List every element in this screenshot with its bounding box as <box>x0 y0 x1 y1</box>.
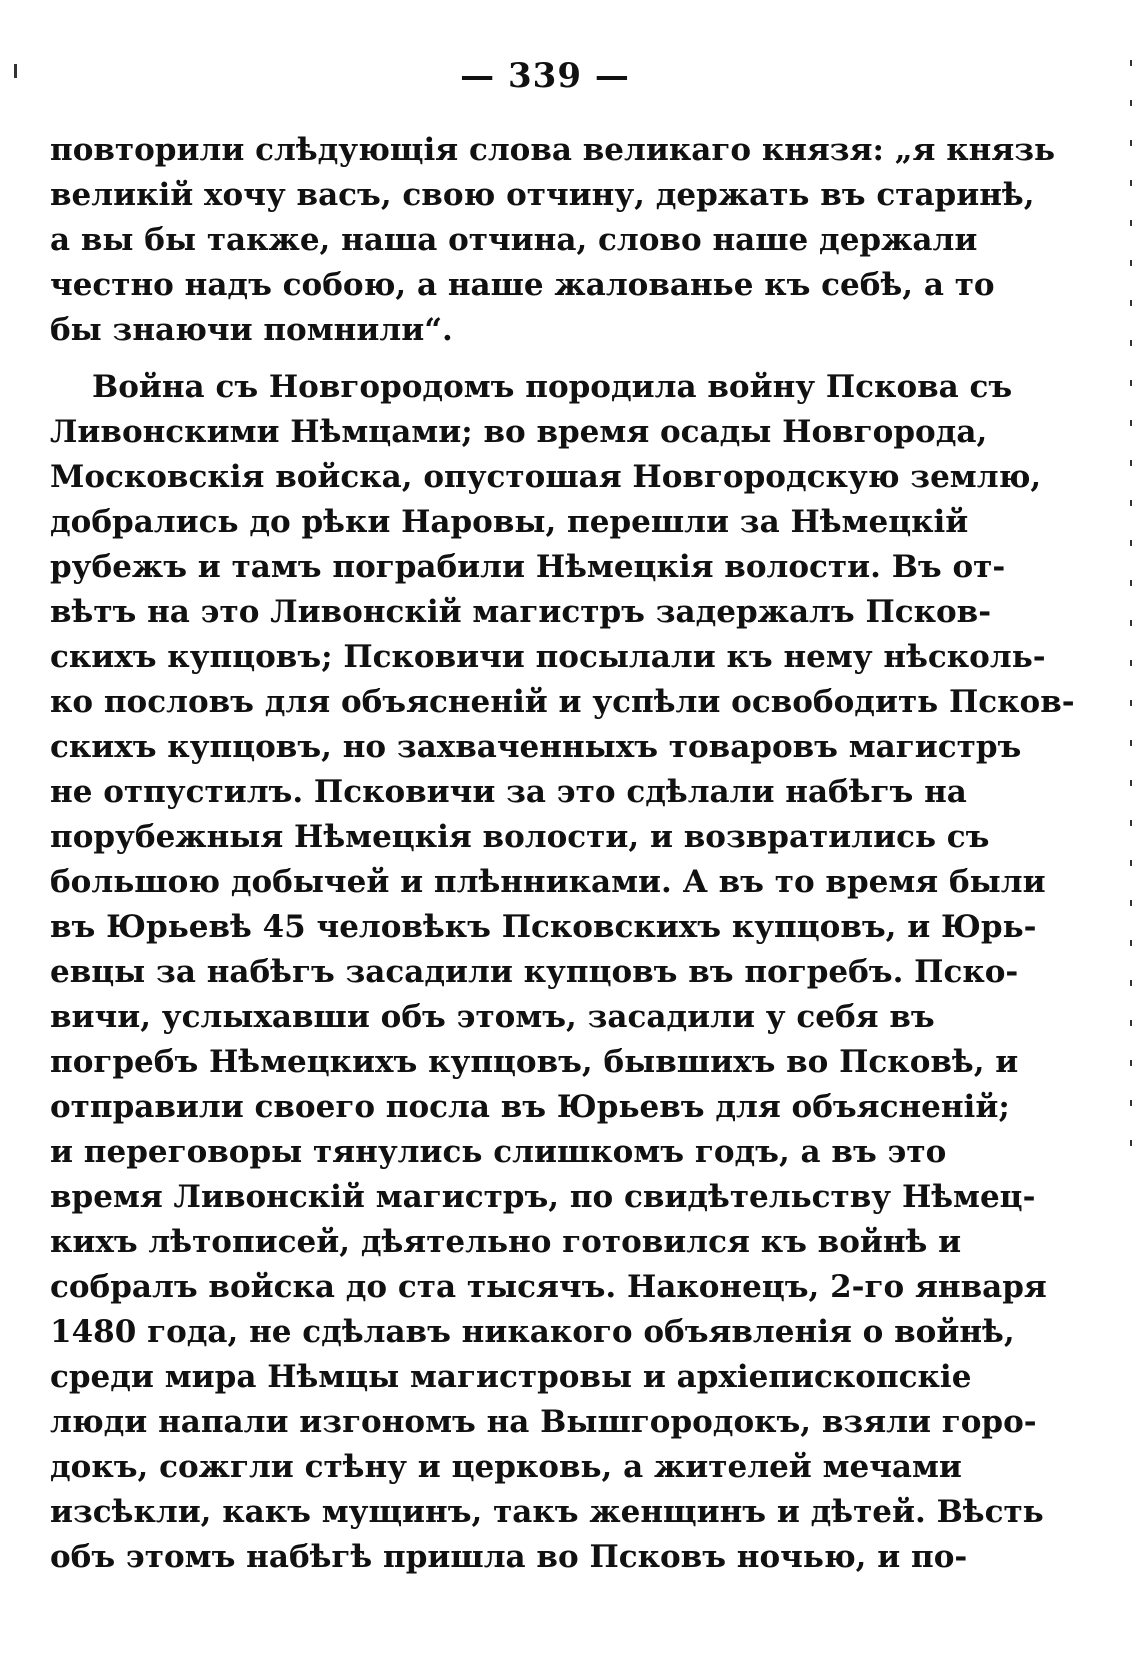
text-line: люди напали изгономъ на Вышгородокъ, взяли горо- <box>50 1404 1037 1440</box>
text-line: бы знаючи помнили“. <box>50 312 453 348</box>
text-line: великій хочу васъ, свою отчину, держать въ старинѣ, <box>50 177 1035 213</box>
text-line: кихъ лѣтописей, дѣятельно готовился къ войнѣ и <box>50 1224 962 1260</box>
text-line: вѣтъ на это Ливонскій магистръ задержалъ Псков- <box>50 594 992 630</box>
text-line: Война съ Новгородомъ породила войну Пскова съ <box>92 369 1013 405</box>
paragraph-2 <box>50 365 1075 1580</box>
text-line: изсѣкли, какъ мущинъ, такъ женщинъ и дѣтей. Вѣсть <box>50 1494 1044 1530</box>
text-line: честно надъ собою, а наше жалованье къ себѣ, а то <box>50 267 995 303</box>
text-line: и переговоры тянулись слишкомъ годъ, а въ это <box>50 1134 947 1170</box>
paragraph-1 <box>50 128 1056 353</box>
paragraph-gap <box>50 353 920 365</box>
text-line: порубежныя Нѣмецкія волости, и возвратились съ <box>50 819 990 855</box>
text-line: скихъ купцовъ; Псковичи посылали къ нему нѣсколь- <box>50 639 1046 675</box>
page-number: — 339 — <box>460 56 630 96</box>
text-line: объ этомъ набѣгѣ пришла во Псковъ ночью, и по- <box>50 1539 968 1575</box>
text-line: въ Юрьевѣ 45 человѣкъ Псковскихъ купцовъ, и Юрь- <box>50 909 1037 945</box>
text-line: время Ливонскій магистръ, по свидѣтельству Нѣмец- <box>50 1179 1036 1215</box>
text-line: Ливонскими Нѣмцами; во время осады Новгорода, <box>50 414 988 450</box>
body-text <box>50 128 1075 1580</box>
page-edge-mark <box>1130 60 1132 1150</box>
text-line: вичи, услыхавши объ этомъ, засадили у себя въ <box>50 999 935 1035</box>
text-line: не отпустилъ. Псковичи за это сдѣлали набѣгъ на <box>50 774 967 810</box>
text-line: погребъ Нѣмецкихъ купцовъ, бывшихъ во Псковѣ, и <box>50 1044 1019 1080</box>
text-line: скихъ купцовъ, но захваченныхъ товаровъ магистръ <box>50 729 1022 765</box>
text-line: собралъ войска до ста тысячъ. Наконецъ, 2-го января <box>50 1269 1047 1305</box>
text-line: большою добычей и плѣнниками. А въ то время были <box>50 864 1046 900</box>
text-line: отправили своего посла въ Юрьевъ для объясненій; <box>50 1089 1010 1125</box>
text-line: докъ, сожгли стѣну и церковь, а жителей мечами <box>50 1449 962 1485</box>
text-line: Московскія войска, опустошая Новгородскую землю, <box>50 459 1042 495</box>
text-line: рубежъ и тамъ пограбили Нѣмецкія волости. Въ от- <box>50 549 1006 585</box>
text-line: среди мира Нѣмцы магистровы и архіепископскіе <box>50 1359 972 1395</box>
text-line: 1480 года, не сдѣлавъ никакого объявленія о войнѣ, <box>50 1314 1015 1350</box>
text-line: а вы бы также, наша отчина, слово наше держали <box>50 222 978 258</box>
text-line: добрались до рѣки Наровы, перешли за Нѣмецкій <box>50 504 969 540</box>
text-line: повторили слѣдующія слова великаго князя: „я князь <box>50 132 1056 168</box>
text-line: евцы за набѣгъ засадили купцовъ въ погребъ. Пско- <box>50 954 1019 990</box>
text-line: ко пословъ для объясненій и успѣли освободить Псков- <box>50 684 1075 720</box>
